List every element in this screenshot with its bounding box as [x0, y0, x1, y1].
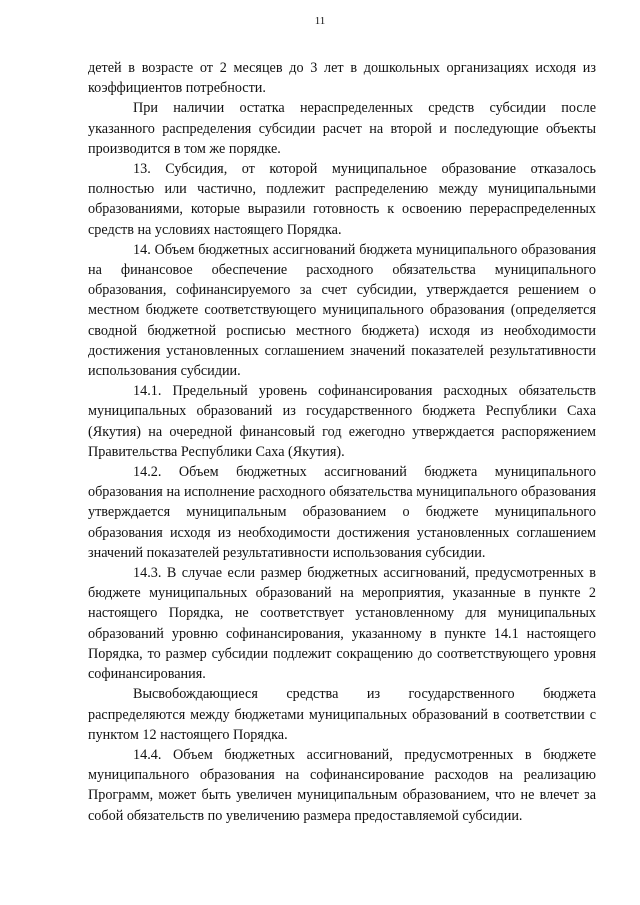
paragraph-item-14-1: 14.1. Предельный уровень софинансирования расходных обязательств муниципальных образований из государственного бюджета Республики Саха (Якутия) на очередной финансовый год ежегодно утверждается распоряжением Правительства Республики Саха (Якутия).	[88, 383, 596, 460]
paragraph-remaining-funds: При наличии остатка нераспределенных средств субсидии после указанного распределения субсидии расчет на второй и последующие объекты производится в том же порядке.	[88, 100, 596, 157]
paragraph-item-13: 13. Субсидия, от которой муниципальное образование отказалось полностью или частично, подлежит распределению между муниципальными образованиями, которые выразили готовность к освоению перераспределенных средств на условиях настоящего Порядка.	[88, 161, 596, 238]
page-number: 11	[314, 15, 326, 27]
document-body	[88, 58, 596, 826]
paragraph-item-14-3: 14.3. В случае если размер бюджетных ассигнований, предусмотренных в бюджете муниципальных образований на мероприятия, указанные в пункте 2 настоящего Порядка, не соответствует установленному для муниципальных образований уровню софинансирования, указанному в пункте 14.1 настоящего Порядка, то размер субсидии подлежит сокращению до соответствующего уровня софинансирования.	[88, 565, 596, 683]
paragraph-item-14-4: 14.4. Объем бюджетных ассигнований, предусмотренных в бюджете муниципального образования на софинансирование расходов на реализацию Программ, может быть увеличен муниципальным образованием, что не влечет за собой обязательств по увеличению размера предоставляемой субсидии.	[88, 746, 596, 824]
paragraph-item-14-2: 14.2. Объем бюджетных ассигнований бюджета муниципального образования на исполнение расходного обязательства муниципального образования утверждается муниципальным образованием о бюджете муниципального образования исходя из необходимости достижения установленных соглашением значений показателей результативности использования субсидии.	[88, 464, 596, 561]
paragraph-released-funds: Высвобождающиеся средства из государственного бюджета распределяются между бюджетами муниципальных образований в соответствии с пунктом 12 настоящего Порядка.	[88, 686, 596, 743]
paragraph-item-14: 14. Объем бюджетных ассигнований бюджета муниципального образования на финансовое обеспечение расходного обязательства муниципального образования, софинансируемого за счет субсидии, утверждается решением о местном бюджете соответствующего муниципального образования (определяется сводной бюджетной росписью местного бюджета) исходя из необходимости достижения установленных соглашением значений показателей результативности использования субсидии.	[88, 241, 596, 380]
paragraph-continuation: детей в возрасте от 2 месяцев до 3 лет в дошкольных организациях исходя из коэффициентов потребности.	[88, 60, 596, 97]
